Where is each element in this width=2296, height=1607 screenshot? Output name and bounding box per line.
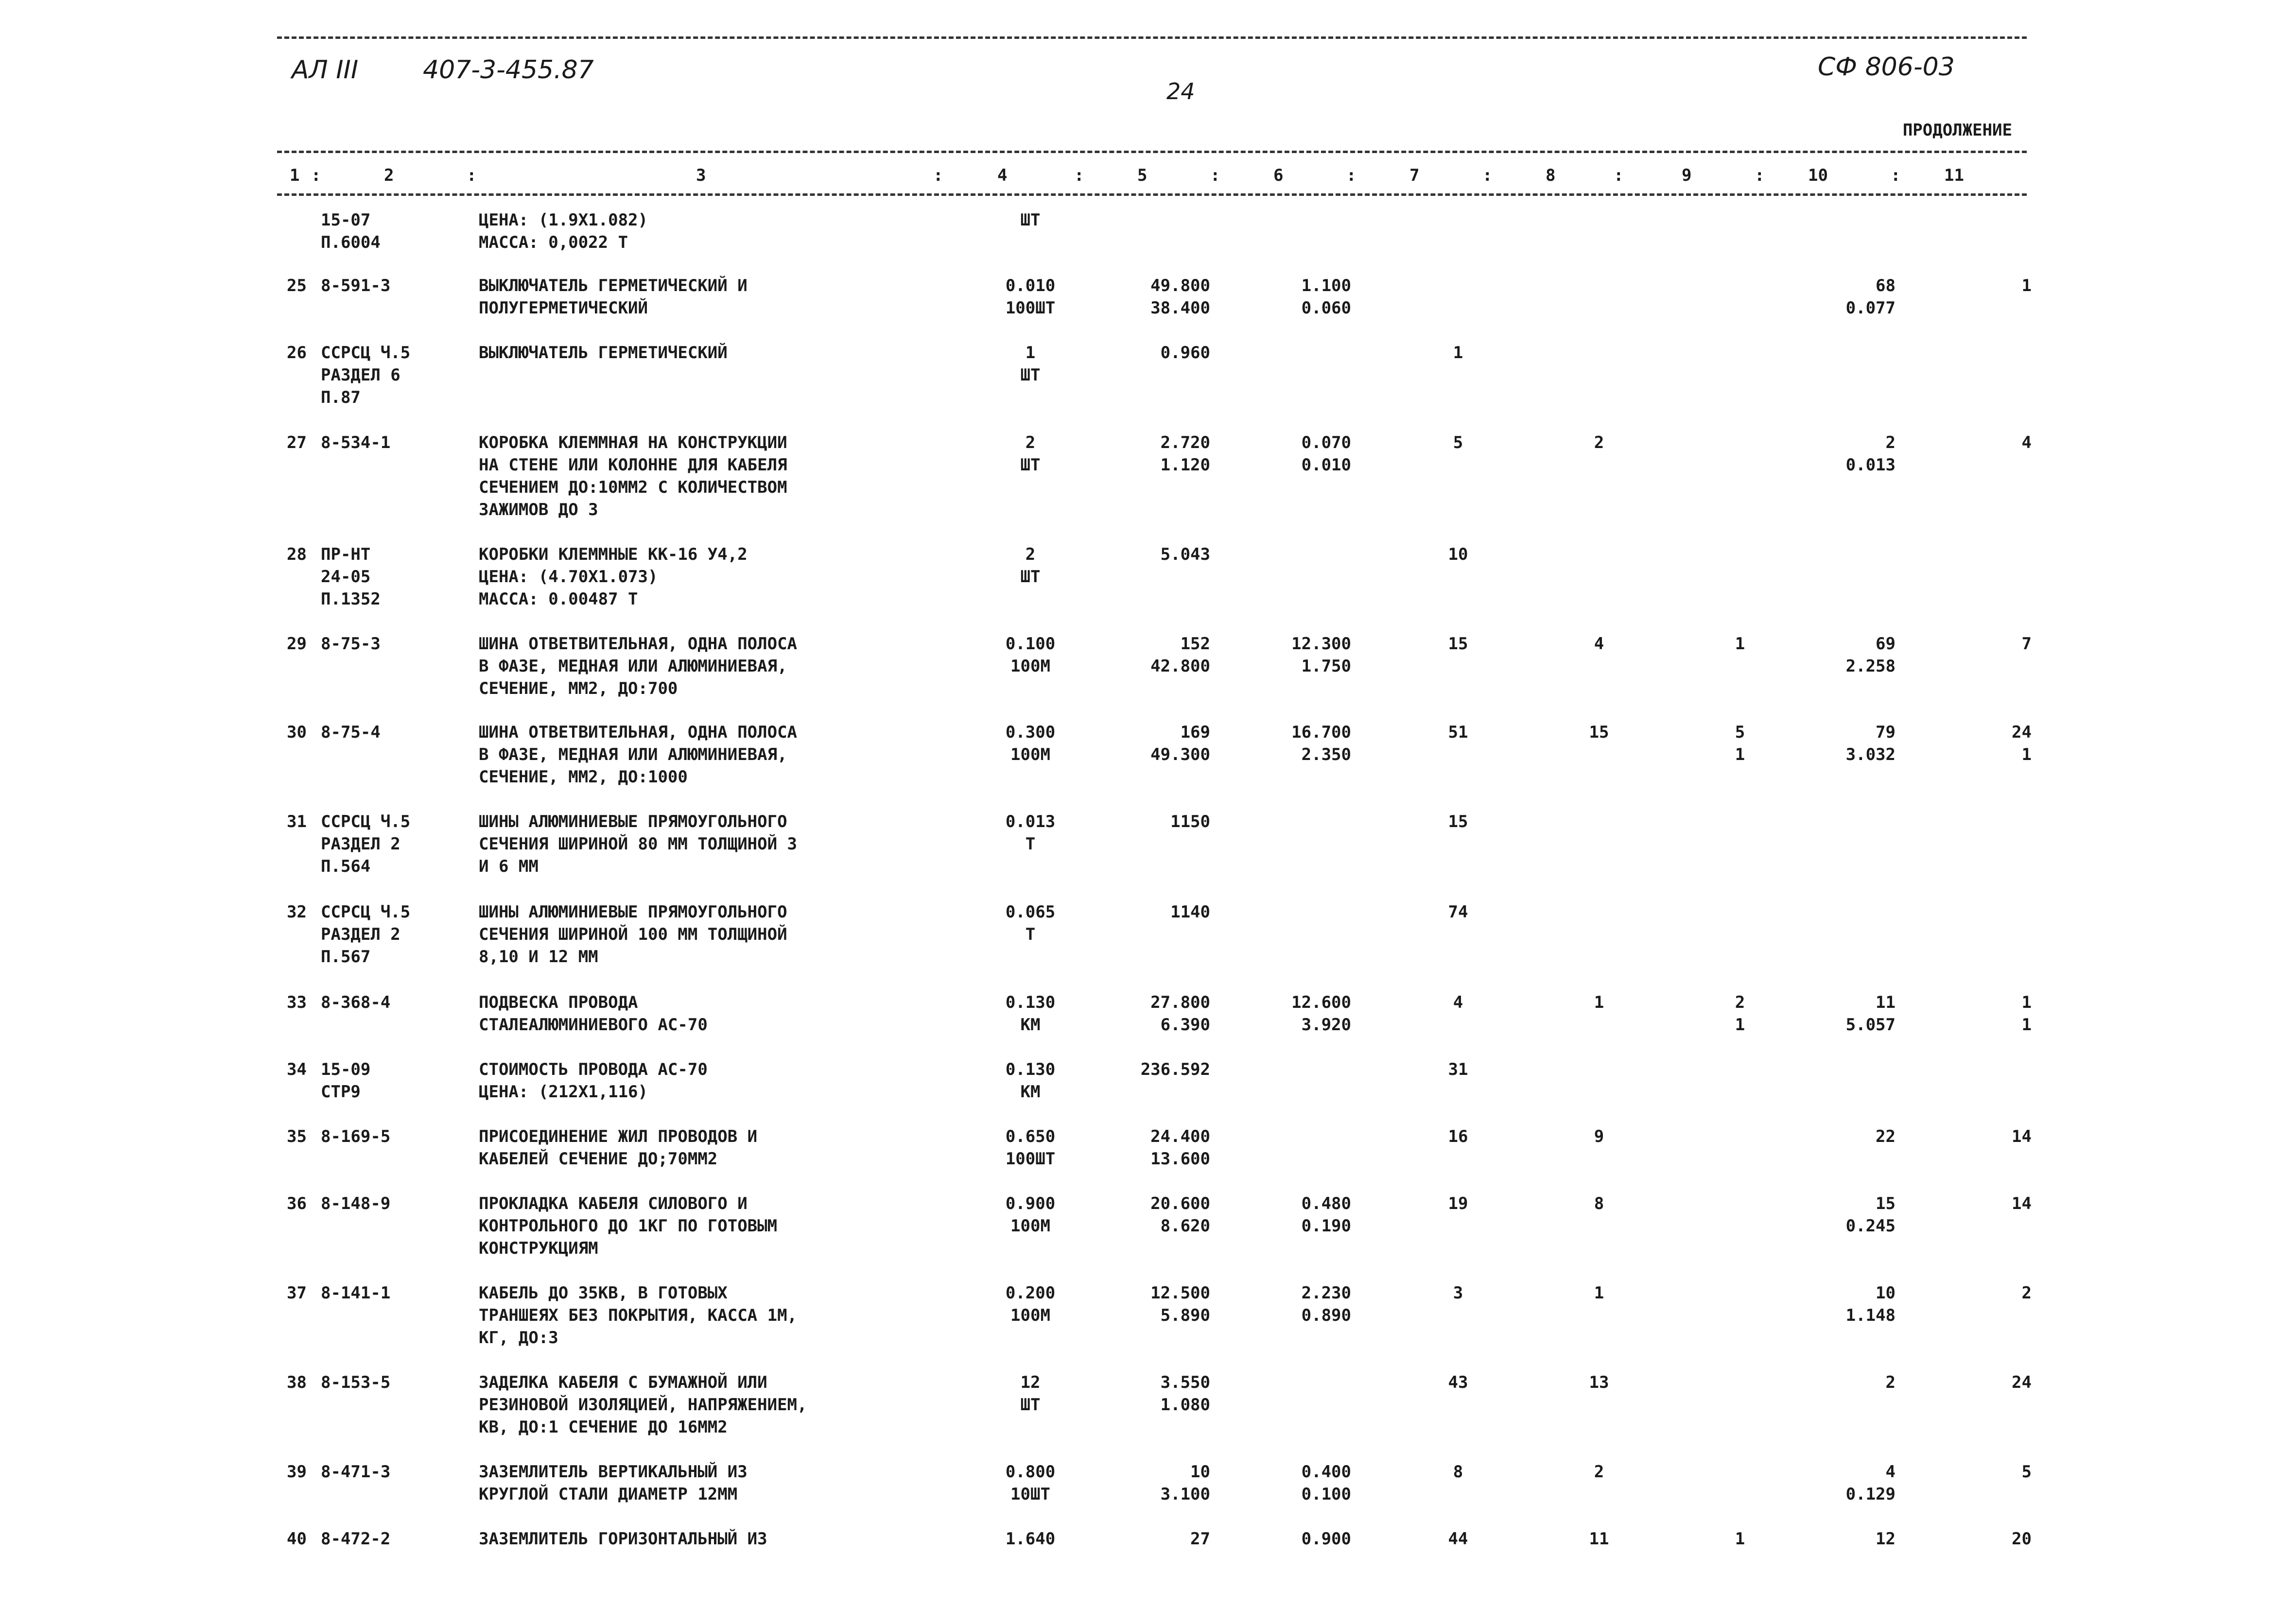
row-description: ЗАЗЕМЛИТЕЛЬ ГОРИЗОНТАЛЬНЫЙ ИЗ bbox=[479, 1529, 767, 1549]
row-col-6: 12.300 1.750 bbox=[1291, 634, 1351, 676]
row-col-4: 0.300 100М bbox=[1005, 723, 1056, 764]
row-col-4: 0.200 100М bbox=[1005, 1283, 1056, 1325]
row-description: ПОДВЕСКА ПРОВОДА СТАЛЕАЛЮМИНИЕВОГО АС-70 bbox=[479, 993, 708, 1035]
row-col-4: 0.900 100М bbox=[1005, 1194, 1056, 1236]
row-code: ССРСЦ Ч.5 РАЗДЕЛ 2 П.567 bbox=[321, 902, 411, 967]
row-description: ЦЕНА: (1.9Х1.082) МАССА: 0,0022 Т bbox=[479, 210, 648, 252]
row-col-11: 20 bbox=[2012, 1529, 2032, 1549]
row-number: 27 bbox=[287, 433, 307, 452]
col-head-3: 3 bbox=[696, 166, 706, 185]
row-col-5: 27 bbox=[1190, 1529, 1210, 1549]
row-col-7: 4 bbox=[1453, 993, 1463, 1012]
row-number: 32 bbox=[287, 902, 307, 922]
row-col-10: 10 1.148 bbox=[1845, 1283, 1896, 1325]
row-col-6: 0.400 0.100 bbox=[1301, 1462, 1351, 1504]
row-col-10: 2 bbox=[1885, 1373, 1896, 1392]
row-col-8: 11 bbox=[1589, 1529, 1609, 1549]
row-col-4: 1.640 bbox=[1005, 1529, 1056, 1549]
row-code: 8-148-9 bbox=[321, 1194, 391, 1213]
row-col-11: 24 bbox=[2012, 1373, 2032, 1392]
row-col-5: 1140 bbox=[1170, 902, 1210, 922]
row-col-7: 51 bbox=[1448, 723, 1468, 742]
row-description: КАБЕЛЬ ДО 35КВ, В ГОТОВЫХ ТРАНШЕЯХ БЕЗ ПОКРЫТИЯ, КАССА 1М, КГ, ДО:3 bbox=[479, 1283, 798, 1348]
col-head-8: 8 bbox=[1546, 166, 1556, 185]
row-col-4: 0.013 Т bbox=[1005, 812, 1056, 854]
row-col-5: 236.592 bbox=[1140, 1060, 1210, 1079]
row-code: 8-153-5 bbox=[321, 1373, 391, 1392]
row-col-11: 1 bbox=[2021, 276, 2032, 295]
row-code: 15-07 П.6004 bbox=[321, 210, 381, 252]
column-header-row: 1 : 2 : 3 : 4 : 5 : 6 : 7 : 8 : 9 : 10 : 11 bbox=[0, 164, 2296, 187]
row-col-6: 16.700 2.350 bbox=[1291, 723, 1351, 764]
row-number: 34 bbox=[287, 1060, 307, 1079]
row-col-8: 1 bbox=[1594, 993, 1604, 1012]
row-col-4: 1 ШТ bbox=[1020, 343, 1041, 385]
row-col-9: 1 bbox=[1735, 634, 1745, 654]
row-col-5: 20.600 8.620 bbox=[1150, 1194, 1210, 1236]
col-head-4: 4 bbox=[997, 166, 1008, 185]
col-head-10: 10 bbox=[1808, 166, 1828, 185]
row-col-5: 5.043 bbox=[1160, 545, 1210, 564]
row-col-9: 1 bbox=[1735, 1529, 1745, 1549]
row-code: 8-591-3 bbox=[321, 276, 391, 295]
row-col-5: 27.800 6.390 bbox=[1150, 993, 1210, 1035]
row-col-5: 24.400 13.600 bbox=[1150, 1127, 1210, 1169]
row-number: 33 bbox=[287, 993, 307, 1012]
row-number: 25 bbox=[287, 276, 307, 295]
row-code: ССРСЦ Ч.5 РАЗДЕЛ 6 П.87 bbox=[321, 343, 411, 407]
row-col-11: 14 bbox=[2012, 1127, 2032, 1146]
row-col-7: 74 bbox=[1448, 902, 1468, 922]
row-number: 37 bbox=[287, 1283, 307, 1303]
row-col-10: 12 bbox=[1876, 1529, 1896, 1549]
row-col-7: 44 bbox=[1448, 1529, 1468, 1549]
row-col-8: 2 bbox=[1594, 433, 1604, 452]
row-col-11: 24 1 bbox=[2012, 723, 2032, 764]
row-number: 36 bbox=[287, 1194, 307, 1213]
row-col-6: 2.230 0.890 bbox=[1301, 1283, 1351, 1325]
row-col-4: 0.130 КМ bbox=[1005, 1060, 1056, 1102]
row-col-8: 8 bbox=[1594, 1194, 1604, 1213]
row-col-6: 1.100 0.060 bbox=[1301, 276, 1351, 318]
row-col-11: 14 bbox=[2012, 1194, 2032, 1213]
row-col-4: ШТ bbox=[1020, 210, 1041, 230]
row-code: 8-75-3 bbox=[321, 634, 381, 654]
row-col-7: 15 bbox=[1448, 634, 1468, 654]
row-code: 8-141-1 bbox=[321, 1283, 391, 1303]
row-col-7: 31 bbox=[1448, 1060, 1468, 1079]
row-col-11: 7 bbox=[2021, 634, 2032, 654]
row-col-6: 0.900 bbox=[1301, 1529, 1351, 1549]
row-col-8: 15 bbox=[1589, 723, 1609, 742]
document-code: 407-3-455.87 bbox=[423, 55, 594, 85]
row-col-10: 2 0.013 bbox=[1845, 433, 1896, 475]
row-code: 8-471-3 bbox=[321, 1462, 391, 1482]
row-code: 8-368-4 bbox=[321, 993, 391, 1012]
sheet-mark: АЛ III bbox=[292, 55, 359, 85]
row-description: ШИНА ОТВЕТВИТЕЛЬНАЯ, ОДНА ПОЛОСА В ФАЗЕ, МЕДНАЯ ИЛИ АЛЮМИНИЕВАЯ, СЕЧЕНИЕ, ММ2, ДО:700 bbox=[479, 634, 798, 698]
row-description: ВЫКЛЮЧАТЕЛЬ ГЕРМЕТИЧЕСКИЙ И ПОЛУГЕРМЕТИЧЕСКИЙ bbox=[479, 276, 748, 318]
row-description: ЗАДЕЛКА КАБЕЛЯ С БУМАЖНОЙ ИЛИ РЕЗИНОВОЙ ИЗОЛЯЦИЕЙ, НАПРЯЖЕНИЕМ, КВ, ДО:1 СЕЧЕНИЕ ДО 16ММ2 bbox=[479, 1373, 807, 1437]
row-col-4: 0.065 Т bbox=[1005, 902, 1056, 944]
row-col-9: 2 1 bbox=[1735, 993, 1745, 1035]
row-col-5: 49.800 38.400 bbox=[1150, 276, 1210, 318]
row-col-5: 0.960 bbox=[1160, 343, 1210, 363]
row-number: 29 bbox=[287, 634, 307, 654]
row-col-5: 152 42.800 bbox=[1150, 634, 1210, 676]
col-head-11: 11 bbox=[1944, 166, 1964, 185]
row-col-6: 0.480 0.190 bbox=[1301, 1194, 1351, 1236]
row-description: КОРОБКИ КЛЕММНЫЕ КК-16 У4,2 ЦЕНА: (4.70Х1.073) МАССА: 0.00487 Т bbox=[479, 545, 748, 609]
row-col-11: 2 bbox=[2021, 1283, 2032, 1303]
row-col-7: 43 bbox=[1448, 1373, 1468, 1392]
row-col-8: 13 bbox=[1589, 1373, 1609, 1392]
row-col-4: 2 ШТ bbox=[1020, 433, 1041, 475]
row-col-7: 8 bbox=[1453, 1462, 1463, 1482]
row-number: 38 bbox=[287, 1373, 307, 1392]
row-col-4: 12 ШТ bbox=[1020, 1373, 1041, 1415]
row-col-10: 4 0.129 bbox=[1845, 1462, 1896, 1504]
row-col-4: 2 ШТ bbox=[1020, 545, 1041, 587]
row-col-5: 1150 bbox=[1170, 812, 1210, 831]
row-col-4: 0.130 КМ bbox=[1005, 993, 1056, 1035]
row-col-10: 11 5.057 bbox=[1845, 993, 1896, 1035]
row-code: 8-472-2 bbox=[321, 1529, 391, 1549]
row-number: 26 bbox=[287, 343, 307, 363]
row-code: 15-09 СТР9 bbox=[321, 1060, 371, 1102]
row-col-9: 5 1 bbox=[1735, 723, 1745, 764]
row-col-7: 16 bbox=[1448, 1127, 1468, 1146]
row-col-7: 5 bbox=[1453, 433, 1463, 452]
row-col-8: 1 bbox=[1594, 1283, 1604, 1303]
row-col-6: 0.070 0.010 bbox=[1301, 433, 1351, 475]
row-description: ПРИСОЕДИНЕНИЕ ЖИЛ ПРОВОДОВ И КАБЕЛЕЙ СЕЧЕНИЕ ДО;70ММ2 bbox=[479, 1127, 758, 1169]
col-head-2: 2 bbox=[384, 166, 394, 185]
row-col-4: 0.650 100ШТ bbox=[1005, 1127, 1056, 1169]
row-description: ЗАЗЕМЛИТЕЛЬ ВЕРТИКАЛЬНЫЙ ИЗ КРУГЛОЙ СТАЛИ ДИАМЕТР 12ММ bbox=[479, 1462, 748, 1504]
row-description: СТОИМОСТЬ ПРОВОДА АС-70 ЦЕНА: (212Х1,116) bbox=[479, 1060, 708, 1102]
row-col-4: 0.100 100М bbox=[1005, 634, 1056, 676]
row-col-5: 3.550 1.080 bbox=[1160, 1373, 1210, 1415]
row-number: 31 bbox=[287, 812, 307, 831]
row-col-7: 3 bbox=[1453, 1283, 1463, 1303]
row-col-10: 22 bbox=[1876, 1127, 1896, 1146]
row-col-5: 12.500 5.890 bbox=[1150, 1283, 1210, 1325]
row-col-6: 12.600 3.920 bbox=[1291, 993, 1351, 1035]
row-col-11: 1 1 bbox=[2021, 993, 2032, 1035]
col-head-7: 7 bbox=[1409, 166, 1420, 185]
row-col-8: 4 bbox=[1594, 634, 1604, 654]
row-col-7: 10 bbox=[1448, 545, 1468, 564]
row-col-8: 2 bbox=[1594, 1462, 1604, 1482]
row-col-11: 4 bbox=[2021, 433, 2032, 452]
row-description: ПРОКЛАДКА КАБЕЛЯ СИЛОВОГО И КОНТРОЛЬНОГО ДО 1КГ ПО ГОТОВЫМ КОНСТРУКЦИЯМ bbox=[479, 1194, 778, 1258]
row-col-10: 79 3.032 bbox=[1845, 723, 1896, 764]
col-head-1: 1 bbox=[290, 166, 300, 185]
row-col-10: 15 0.245 bbox=[1845, 1194, 1896, 1236]
row-description: ШИНЫ АЛЮМИНИЕВЫЕ ПРЯМОУГОЛЬНОГО СЕЧЕНИЯ ШИРИНОЙ 100 ММ ТОЛЩИНОЙ 8,10 И 12 ММ bbox=[479, 902, 787, 967]
row-col-7: 1 bbox=[1453, 343, 1463, 363]
header-rule-bottom bbox=[277, 193, 2027, 196]
row-col-5: 10 3.100 bbox=[1160, 1462, 1210, 1504]
row-col-8: 9 bbox=[1594, 1127, 1604, 1146]
row-description: ШИНЫ АЛЮМИНИЕВЫЕ ПРЯМОУГОЛЬНОГО СЕЧЕНИЯ ШИРИНОЙ 80 ММ ТОЛЩИНОЙ 3 И 6 ММ bbox=[479, 812, 798, 876]
col-head-9: 9 bbox=[1682, 166, 1692, 185]
row-code: 8-169-5 bbox=[321, 1127, 391, 1146]
row-number: 35 bbox=[287, 1127, 307, 1146]
row-code: ПР-НТ 24-05 П.1352 bbox=[321, 545, 381, 609]
header-rule-top bbox=[277, 151, 2027, 153]
form-code: СФ 806-03 bbox=[1818, 52, 1955, 82]
row-col-11: 5 bbox=[2021, 1462, 2032, 1482]
row-code: ССРСЦ Ч.5 РАЗДЕЛ 2 П.564 bbox=[321, 812, 411, 876]
continuation-label: ПРОДОЛЖЕНИЕ bbox=[1902, 121, 2012, 140]
page-number: 24 bbox=[1166, 78, 1195, 104]
row-col-7: 19 bbox=[1448, 1194, 1468, 1213]
row-code: 8-534-1 bbox=[321, 433, 391, 452]
row-col-7: 15 bbox=[1448, 812, 1468, 831]
row-col-10: 68 0.077 bbox=[1845, 276, 1896, 318]
row-number: 39 bbox=[287, 1462, 307, 1482]
row-description: КОРОБКА КЛЕММНАЯ НА КОНСТРУКЦИИ НА СТЕНЕ ИЛИ КОЛОННЕ ДЛЯ КАБЕЛЯ СЕЧЕНИЕМ ДО:10ММ2 С КОЛИЧЕСТВОМ ЗАЖИМОВ ДО 3 bbox=[479, 433, 787, 519]
row-number: 28 bbox=[287, 545, 307, 564]
row-col-4: 0.010 100ШТ bbox=[1005, 276, 1056, 318]
row-col-5: 169 49.300 bbox=[1150, 723, 1210, 764]
row-description: ВЫКЛЮЧАТЕЛЬ ГЕРМЕТИЧЕСКИЙ bbox=[479, 343, 728, 363]
row-col-10: 69 2.258 bbox=[1845, 634, 1896, 676]
row-description: ШИНА ОТВЕТВИТЕЛЬНАЯ, ОДНА ПОЛОСА В ФАЗЕ, МЕДНАЯ ИЛИ АЛЮМИНИЕВАЯ, СЕЧЕНИЕ, ММ2, ДО:1000 bbox=[479, 723, 798, 787]
row-col-5: 2.720 1.120 bbox=[1160, 433, 1210, 475]
col-head-6: 6 bbox=[1273, 166, 1284, 185]
top-rule bbox=[277, 36, 2027, 39]
row-number: 30 bbox=[287, 723, 307, 742]
row-col-4: 0.800 10ШТ bbox=[1005, 1462, 1056, 1504]
row-code: 8-75-4 bbox=[321, 723, 381, 742]
col-head-5: 5 bbox=[1137, 166, 1148, 185]
row-number: 40 bbox=[287, 1529, 307, 1549]
